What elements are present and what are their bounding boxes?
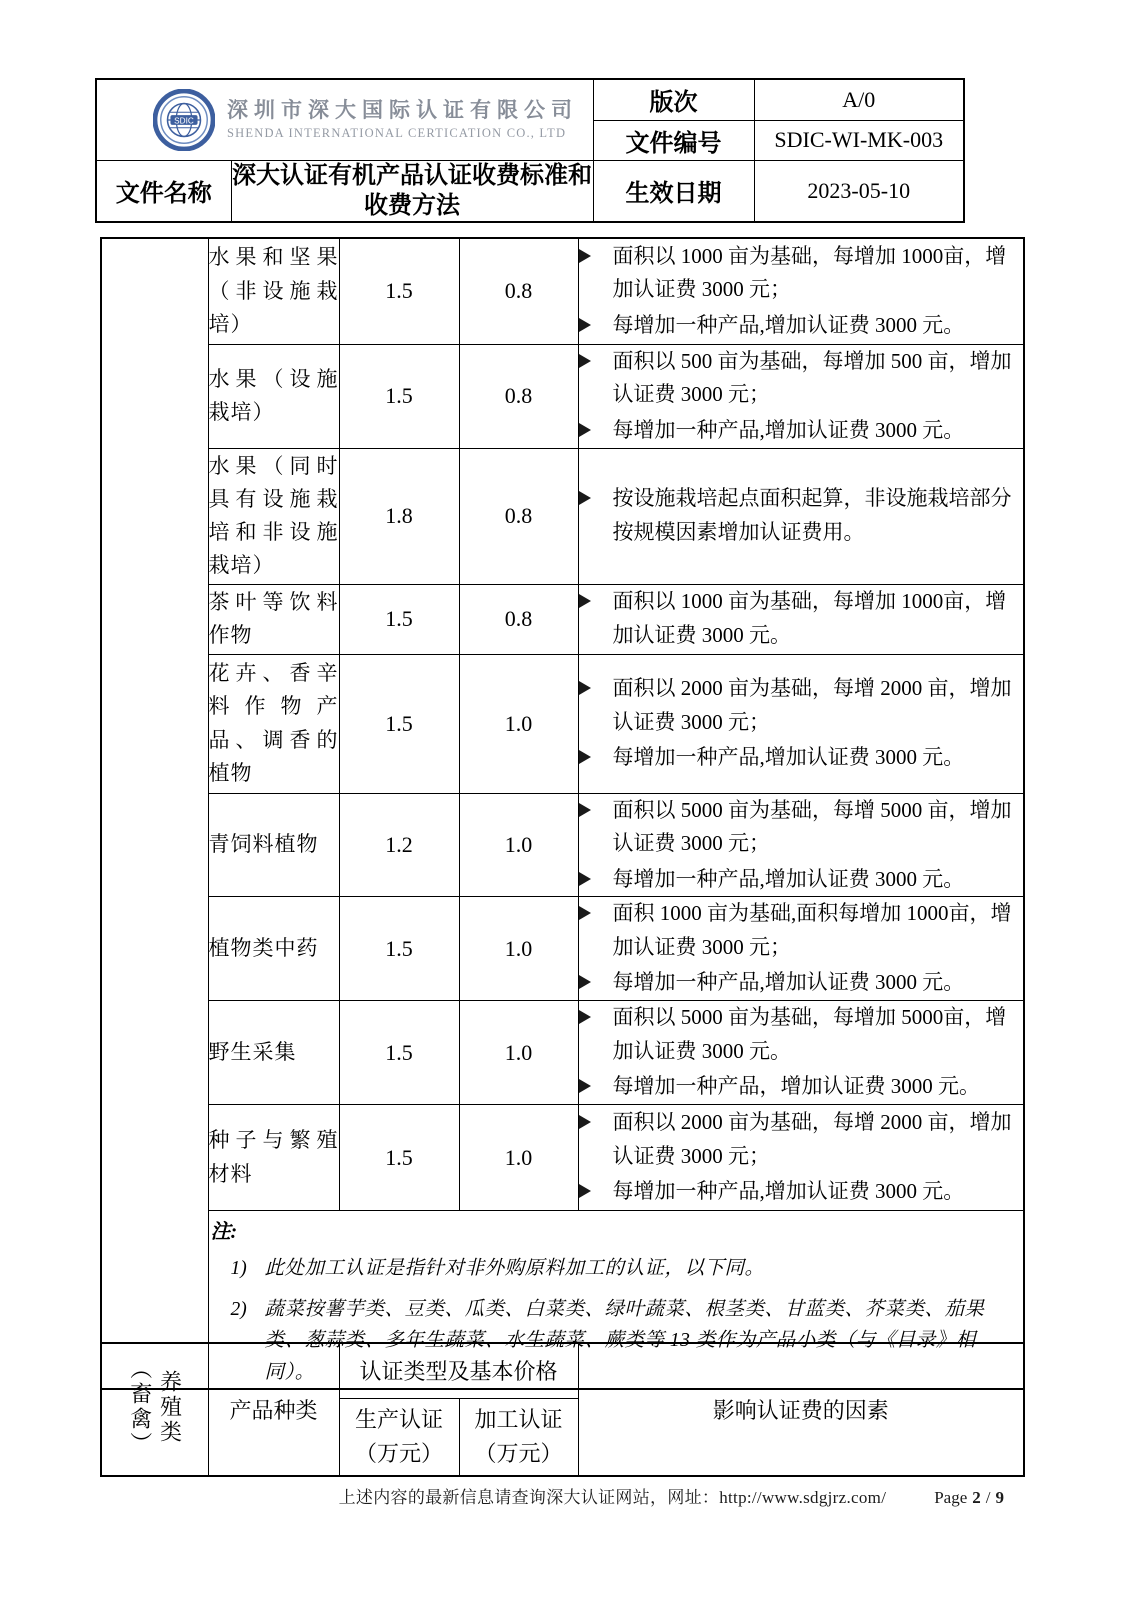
production-fee: 1.5 <box>339 584 459 654</box>
fee-factors <box>578 793 1024 897</box>
product-name: 种子与繁殖材料 <box>208 1105 339 1211</box>
table-row <box>101 1001 1024 1105</box>
factor-text: 面积 1000 亩为基础,面积每增加 1000亩，增加认证费 3000 元； <box>612 901 1012 959</box>
fee-factors <box>578 654 1024 793</box>
arrow-bullet-icon <box>579 1070 613 1093</box>
svg-text:SDIC: SDIC <box>174 116 194 126</box>
footer-url: http://www.sdgjrz.com/ <box>719 1488 887 1507</box>
doc-name-label: 文件名称 <box>96 160 231 222</box>
production-fee: 1.5 <box>339 238 459 344</box>
factor-text: 面积以 1000 亩为基础，每增加 1000亩，增加认证费 3000 元； <box>612 243 1007 302</box>
factor-text: 每增加一种产品,增加认证费 3000 元。 <box>612 745 965 770</box>
page-footer <box>339 1483 1009 1508</box>
doc-number-value: SDIC-WI-MK-003 <box>754 120 964 160</box>
doc-title: 深大认证有机产品认证收费标准和收费方法 <box>231 160 593 222</box>
product-name: 茶叶等饮料作物 <box>208 584 339 654</box>
arrow-bullet-icon <box>579 414 613 437</box>
factor-text: 面积以 2000 亩为基础，每增 2000 亩，增加认证费 3000 元； <box>612 676 1012 734</box>
processing-fee: 0.8 <box>459 344 578 448</box>
table-row <box>101 238 1024 344</box>
arrow-bullet-icon <box>579 1175 613 1198</box>
doc-number-label: 文件编号 <box>593 120 754 160</box>
production-fee: 1.8 <box>339 448 459 584</box>
table-row <box>101 1105 1024 1211</box>
factor-text: 面积以 5000 亩为基础，每增 5000 亩，增加认证费 3000 元； <box>612 797 1012 856</box>
arrow-bullet-icon <box>579 240 613 263</box>
production-fee: 1.5 <box>339 1001 459 1105</box>
company-name-cn: 深圳市深大国际认证有限公司 <box>227 98 578 123</box>
note-title: 注: <box>210 1221 238 1244</box>
arrow-bullet-icon <box>579 1001 613 1024</box>
factor-text: 每增加一种产品,增加认证费 3000 元。 <box>612 1179 965 1204</box>
arrow-bullet-icon <box>579 794 613 817</box>
factor-text: 每增加一种产品，增加认证费 3000 元。 <box>612 1074 980 1099</box>
production-fee: 1.5 <box>339 654 459 793</box>
factor-text: 面积以 500 亩为基础，每增加 500 亩，增加认证费 3000 元； <box>612 348 1012 407</box>
factor-text: 每增加一种产品,增加认证费 3000 元。 <box>612 970 965 995</box>
document-header-table <box>95 78 965 223</box>
product-name: 野生采集 <box>208 1001 339 1105</box>
arrow-bullet-icon <box>579 897 613 920</box>
category-cell-empty <box>101 238 208 1389</box>
factor-text: 按设施栽培起点面积起算，非设施栽培部分按规模因素增加认证费用。 <box>612 486 1012 544</box>
processing-fee: 1.0 <box>459 897 578 1001</box>
factor-text: 面积以 1000 亩为基础，每增加 1000亩，增加认证费 3000 元。 <box>612 589 1007 647</box>
arrow-bullet-icon <box>579 863 613 886</box>
processing-fee: 1.0 <box>459 1001 578 1105</box>
category-breeding-vertical-text: 养殖类 （畜禽） <box>127 1357 183 1457</box>
arrow-bullet-icon <box>579 741 613 764</box>
product-name: 青饲料植物 <box>208 793 339 897</box>
production-fee: 1.2 <box>339 793 459 897</box>
note-number: 1) <box>230 1258 247 1280</box>
factor-text: 每增加一种产品,增加认证费 3000 元。 <box>612 313 965 338</box>
processing-fee: 1.0 <box>459 793 578 897</box>
product-name: 植物类中药 <box>208 897 339 1001</box>
arrow-bullet-icon <box>579 482 613 505</box>
arrow-bullet-icon <box>579 672 613 695</box>
fee-factors <box>578 344 1024 448</box>
company-logo-cell <box>96 79 593 160</box>
product-type-header: 产品种类 <box>208 1343 339 1476</box>
effective-date-label: 生效日期 <box>593 160 754 222</box>
table-row <box>101 584 1024 654</box>
fee-factors <box>578 1105 1024 1211</box>
livestock-table-header <box>100 1342 1025 1477</box>
product-name: 花卉、香辛料作物产品、调香的植物 <box>208 654 339 793</box>
arrow-bullet-icon <box>579 585 613 608</box>
table-row <box>101 344 1024 448</box>
product-name: 水果和坚果（非设施栽培） <box>208 238 339 344</box>
note-text: 此处加工认证是指针对非外购原料加工的认证，以下同。 <box>264 1258 765 1280</box>
note-number: 2) <box>230 1298 247 1320</box>
processing-fee: 1.0 <box>459 1105 578 1211</box>
note-item <box>231 1253 1024 1285</box>
table-row <box>101 793 1024 897</box>
fee-factors <box>578 1001 1024 1105</box>
fee-factors <box>578 897 1024 1001</box>
sdic-globe-logo-icon <box>153 89 215 151</box>
company-name-en: SHENDA INTERNATIONAL CERTICATION CO., LTD <box>227 126 567 141</box>
processing-fee: 0.8 <box>459 448 578 584</box>
factor-text: 面积以 2000 亩为基础，每增 2000 亩，增加认证费 3000 元； <box>612 1110 1012 1168</box>
fee-factors <box>578 584 1024 654</box>
table-row <box>101 654 1024 793</box>
category-breeding-cell <box>101 1343 208 1476</box>
factor-text: 每增加一种产品,增加认证费 3000 元。 <box>612 417 965 442</box>
note-text: 蔬菜按薯芋类、豆类、瓜类、白菜类、绿叶蔬菜、根茎类、甘蓝类、芥菜类、茄果类、葱蒜类、多年生蔬菜、水生蔬菜、蕨类等 13 类作为产品小类（与《目录》相同）。 <box>264 1298 985 1383</box>
product-name: 水果（同时具有设施栽培和非设施栽培） <box>208 448 339 584</box>
processing-fee: 0.8 <box>459 238 578 344</box>
cert-type-price-header: 认证类型及基本价格 <box>339 1343 578 1398</box>
processing-fee: 0.8 <box>459 584 578 654</box>
fee-factors-header: 影响认证费的因素 <box>578 1343 1024 1476</box>
effective-date-value: 2023-05-10 <box>754 160 964 222</box>
arrow-bullet-icon <box>579 345 613 368</box>
product-name: 水果（设施栽培） <box>208 344 339 448</box>
fee-factors <box>578 448 1024 584</box>
production-cert-header: 生产认证 （万元） <box>339 1398 459 1476</box>
table-row <box>101 897 1024 1001</box>
production-fee: 1.5 <box>339 1105 459 1211</box>
production-fee: 1.5 <box>339 897 459 1001</box>
version-label: 版次 <box>593 79 754 120</box>
fee-factors <box>578 238 1024 344</box>
arrow-bullet-icon <box>579 1106 613 1129</box>
page-indicator: Page 2 / 9 <box>934 1488 1004 1507</box>
factor-text: 每增加一种产品,增加认证费 3000 元。 <box>612 866 965 891</box>
production-fee: 1.5 <box>339 344 459 448</box>
version-value: A/0 <box>754 79 964 120</box>
arrow-bullet-icon <box>579 966 613 989</box>
arrow-bullet-icon <box>579 309 613 332</box>
footer-note: 上述内容的最新信息请查询深大认证网站，网址：http://www.sdgjrz.com/ <box>338 1488 887 1507</box>
processing-cert-header: 加工认证 （万元） <box>459 1398 578 1476</box>
processing-fee: 1.0 <box>459 654 578 793</box>
table-row <box>101 448 1024 584</box>
factor-text: 面积以 5000 亩为基础，每增加 5000亩，增加认证费 3000 元。 <box>612 1005 1007 1063</box>
fee-table <box>100 237 1025 1390</box>
